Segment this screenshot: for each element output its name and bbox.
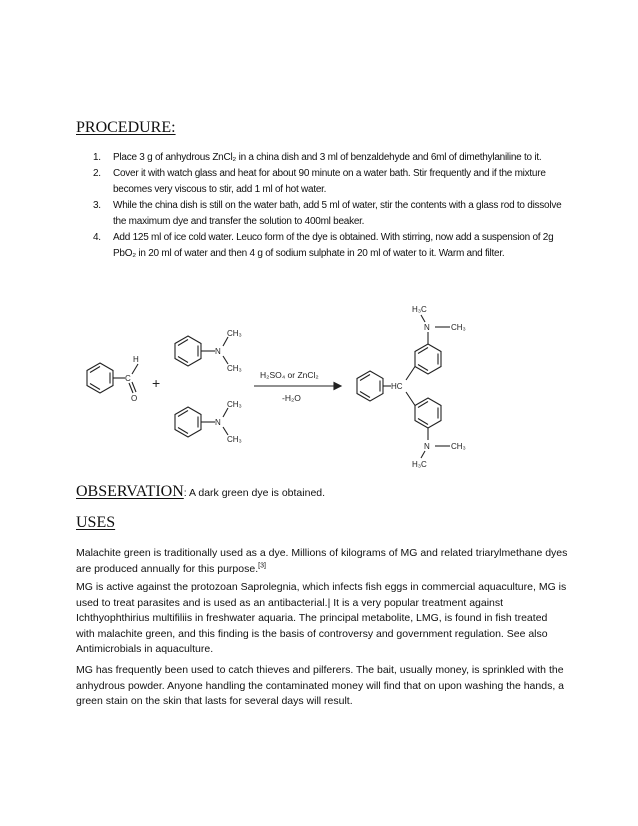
procedure-heading: PROCEDURE: <box>76 119 176 136</box>
procedure-step <box>88 230 568 262</box>
reaction-scheme <box>76 300 566 472</box>
amine-n-label: N <box>215 418 221 427</box>
procedure-step <box>88 198 568 230</box>
step-text: While the china dish is still on the water bath, add 5 ml of water, stir the contents with a glass rod to dissolve the maximum dye and transfer the solution to 400ml beaker. <box>113 200 562 227</box>
step-text: Place 3 g of anhydrous ZnCl₂ in a china dish and 3 ml of benzaldehyde and 6ml of dimethylaniline to it. <box>113 152 542 163</box>
methyl-label: CH₃ <box>451 323 466 332</box>
uses-heading: USES <box>76 514 116 531</box>
observation-heading: OBSERVATION <box>76 483 184 500</box>
step-number: 2. <box>93 168 101 179</box>
procedure-list <box>88 150 568 262</box>
methyl-label: CH₃ <box>227 364 242 373</box>
amine-n-label: N <box>424 323 430 332</box>
methine-label: HC <box>391 382 403 391</box>
reaction-arrow <box>254 383 341 390</box>
aldehyde-o-label: O <box>131 394 138 403</box>
amine-n-label: N <box>215 347 221 356</box>
product-phenyl-ring <box>357 371 391 401</box>
reagent-label: H₂SO₄ or ZnCl₂ <box>260 370 319 380</box>
procedure-step <box>88 150 568 166</box>
step-number: 1. <box>93 152 101 163</box>
methyl-label: CH₃ <box>227 400 242 409</box>
step-number: 3. <box>93 200 101 211</box>
methyl-label: CH₃ <box>227 329 242 338</box>
step-text: Add 125 ml of ice cold water. Leuco form of the dye is obtained. With stirring, now add a suspension of 2g PbO₂ in 20 ml of water and then 4 g of sodium sulphate in 20 ml of water to it. Warm and filter. <box>113 232 554 259</box>
procedure-step <box>88 166 568 198</box>
step-number: 4. <box>93 232 101 243</box>
step-text: Cover it with watch glass and heat for about 90 minute on a water bath. Stir frequently and if the mixture becomes very viscous to stir, add 1 ml of hot water. <box>113 168 546 195</box>
uses-paragraph: MG has frequently been used to catch thieves and pilferers. The bait, usually money, is sprinkled with the anhydrous powder. Anyone handling the contaminated money will find that on upon washing the hands, a green stain on the skin that lasts for several days will result. <box>76 664 565 707</box>
aldehyde-c-label: C <box>125 374 131 383</box>
uses-paragraph: MG is active against the protozoan Saprolegnia, which infects fish eggs in commercial aquaculture, MG is used to treat parasites and is used as an antibacterial.| It is a very popular treatment against Ichthyophthirius multifiliis in freshwater aquaria. The principal metabolite, LMG, is found in fish treated with malachite green, and this finding is the basis of controversy and government regulation. See also Antimicrobials in aquaculture. <box>76 581 567 655</box>
plus-sign: + <box>152 375 161 391</box>
methyl-label: H₃C <box>412 305 427 314</box>
methyl-label: H₃C <box>412 460 427 469</box>
amine-n-label: N <box>424 442 430 451</box>
aldehyde-h-label: H <box>133 355 139 364</box>
methyl-label: CH₃ <box>227 435 242 444</box>
byproduct-label: -H₂O <box>282 393 301 403</box>
observation-text: : A dark green dye is obtained. <box>183 487 326 499</box>
observation-line <box>76 483 576 501</box>
paragraph-text: Malachite green is traditionally used as a dye. Millions of kilograms of MG and related triarylmethane dyes are produced annually for this purpose. <box>76 547 568 575</box>
methyl-label: CH₃ <box>451 442 466 451</box>
citation-reference[interactable]: [3] <box>258 562 266 569</box>
uses-paragraph <box>76 546 568 577</box>
